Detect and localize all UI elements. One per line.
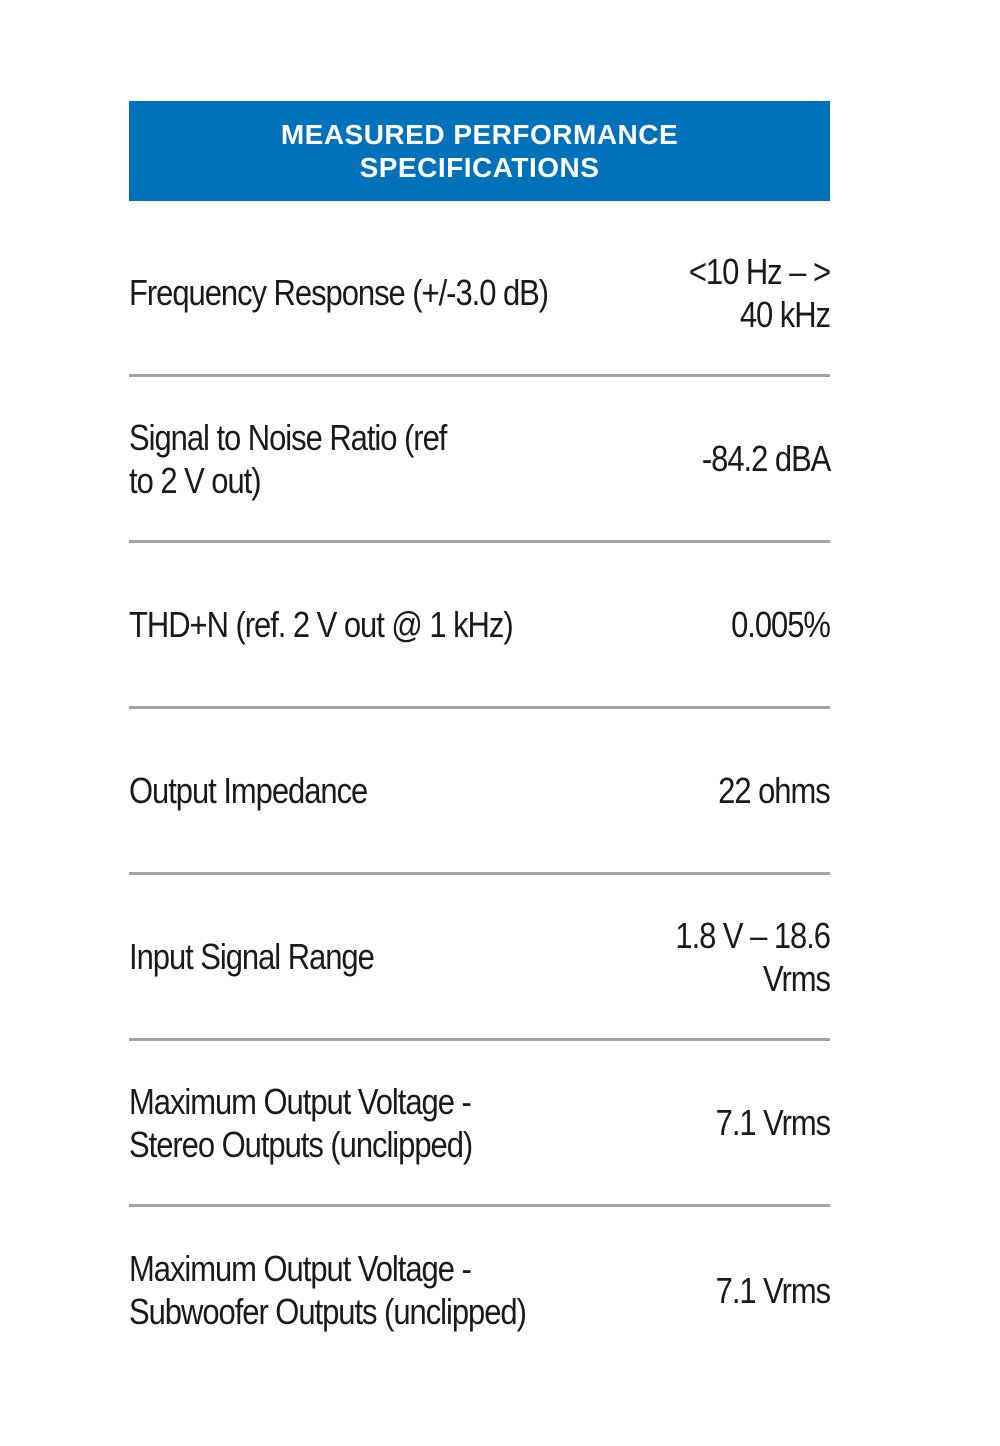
spec-row-max-output-subwoofer bbox=[129, 1207, 830, 1373]
spec-row-thd-n bbox=[129, 543, 830, 709]
spec-rows bbox=[129, 211, 830, 1373]
spec-value: 7.1 Vrms bbox=[715, 1102, 830, 1143]
spec-row-max-output-stereo bbox=[129, 1041, 830, 1207]
spec-label: Input Signal Range bbox=[129, 936, 374, 977]
spec-table-header bbox=[129, 101, 830, 201]
spec-value: <10 Hz – > 40 kHz bbox=[688, 250, 830, 335]
spec-value: 0.005% bbox=[731, 604, 830, 645]
spec-value: -84.2 dBA bbox=[701, 438, 830, 479]
spec-row-frequency-response bbox=[129, 211, 830, 377]
spec-table bbox=[129, 101, 830, 1373]
spec-value: 7.1 Vrms bbox=[715, 1269, 830, 1311]
spec-table-title: MEASURED PERFORMANCE SPECIFICATIONS bbox=[280, 119, 679, 183]
spec-label: THD+N (ref. 2 V out @ 1 kHz) bbox=[129, 604, 513, 645]
spec-row-signal-to-noise bbox=[129, 377, 830, 543]
spec-label: Frequency Response (+/-3.0 dB) bbox=[129, 272, 549, 313]
spec-label: Signal to Noise Ratio (ref to 2 V out) bbox=[129, 416, 447, 501]
spec-row-input-signal-range bbox=[129, 875, 830, 1041]
spec-value: 1.8 V – 18.6 Vrms bbox=[675, 914, 830, 999]
spec-value: 22 ohms bbox=[718, 770, 830, 811]
spec-label: Output Impedance bbox=[129, 770, 368, 811]
spec-row-output-impedance bbox=[129, 709, 830, 875]
spec-label: Maximum Output Voltage - Stereo Outputs (unclipped) bbox=[129, 1080, 473, 1165]
spec-label: Maximum Output Voltage - Subwoofer Outputs (unclipped) bbox=[129, 1248, 526, 1332]
